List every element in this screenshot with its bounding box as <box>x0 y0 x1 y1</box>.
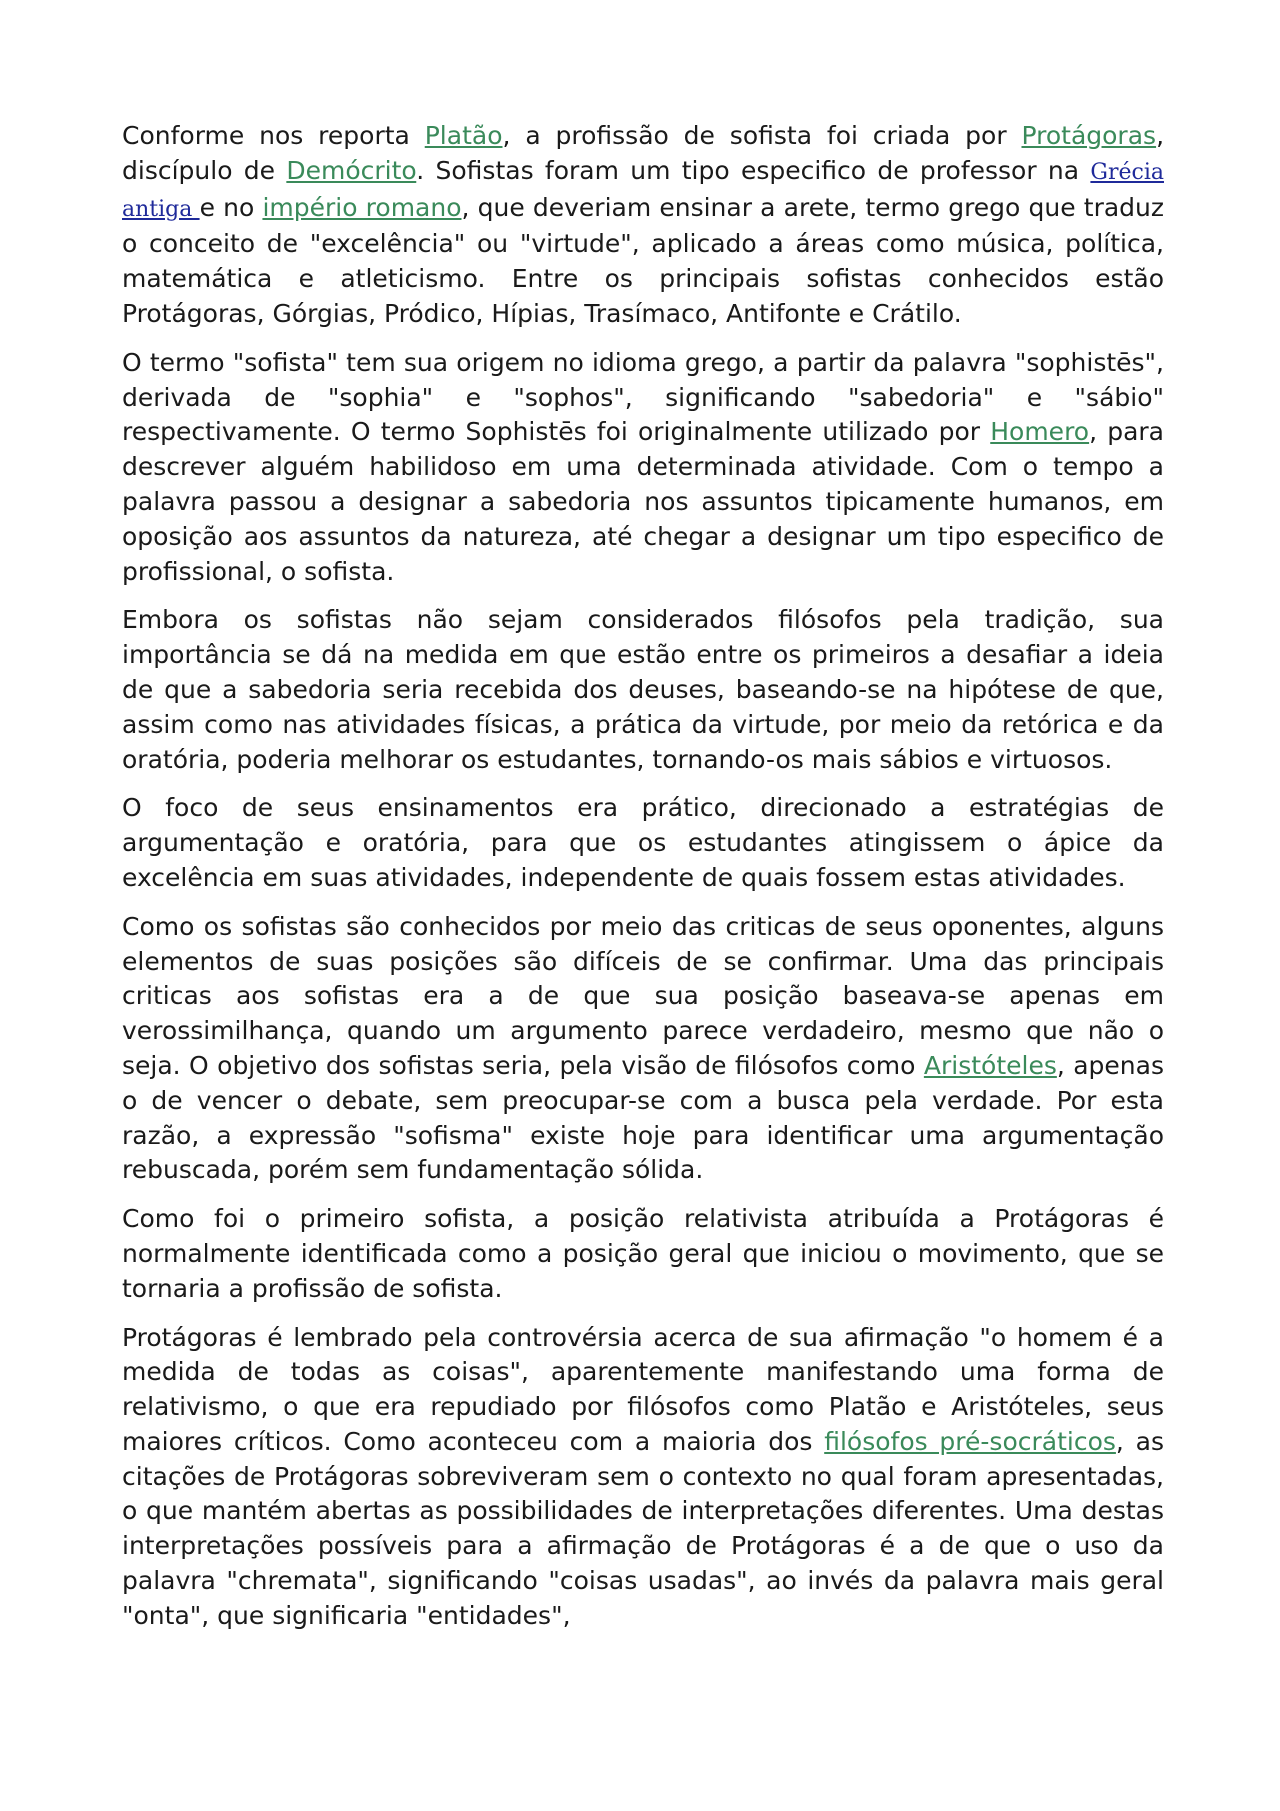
link-protagoras[interactable]: Protágoras <box>1021 121 1157 150</box>
link-grecia-antiga[interactable]: Grécia antiga <box>122 159 1164 222</box>
text: e no <box>199 192 263 222</box>
paragraph-5 <box>122 910 1164 1188</box>
text: O foco de seus ensinamentos era prático, direcionado a estratégias de argumentação e oratória, para que os estudantes atingissem o ápice da excelência em suas atividades, independente de quais fossem estas atividades. <box>122 793 1164 892</box>
link-imperio-romano[interactable]: império romano <box>262 192 462 222</box>
text: Protágoras é lembrado pela controvérsia acerca de sua afirmação "o homem é a medida de todas as coisas", aparentemente manifestando uma forma de relativismo, o que era repudiado por filósofos como Platão e Aristóteles, seus maiores críticos. Como aconteceu com a maioria dos <box>122 1322 1164 1456</box>
link-democrito[interactable]: Demócrito <box>286 155 417 185</box>
text: Como os sofistas são conhecidos por meio das criticas de seus oponentes, alguns elementos de suas posições são difíceis de se confirmar. Uma das principais criticas aos sofistas era a de que sua posição baseava-se apenas em verossimilhança, quando um argumento parece verdadeiro, mesmo que não o seja. O objetivo dos sofistas seria, pela visão de filósofos como <box>122 911 1164 1080</box>
link-homero[interactable]: Homero <box>990 417 1090 447</box>
text: Conforme nos reporta <box>122 121 425 150</box>
document-page <box>122 119 1164 1648</box>
text: , apenas o de vencer o debate, sem preocupar-se com a busca pela verdade. Por esta razão, a expressão "sofisma" existe hoje para identificar uma argumentação rebuscada, porém sem fundamentação sólida. <box>122 1050 1164 1185</box>
text: Como foi o primeiro sofista, a posição relativista atribuída a Protágoras é normalmente identificada como a posição geral que iniciou o movimento, que se tornaria a profissão de sofista. <box>122 1204 1164 1303</box>
paragraph-2 <box>122 346 1164 590</box>
link-filosofos-pre-socraticos[interactable]: filósofos pré-socráticos <box>824 1426 1116 1456</box>
text: , para descrever alguém habilidoso em uma determinada atividade. Com o tempo a palavra passou a designar a sabedoria nos assuntos tipicamente humanos, em oposição aos assuntos da natureza, até chegar a designar um tipo especifico de profissional, o sofista. <box>122 417 1164 586</box>
paragraph-4 <box>122 791 1164 895</box>
link-aristoteles[interactable]: Aristóteles <box>923 1050 1057 1080</box>
text: , a profissão de sofista foi criada por <box>502 121 1022 150</box>
paragraph-3 <box>122 603 1164 777</box>
paragraph-7 <box>122 1321 1164 1634</box>
link-platao[interactable]: Platão <box>424 121 503 150</box>
text: , as citações de Protágoras sobreviveram sem o contexto no qual foram apresentadas, o que mantém abertas as possibilidades de interpretações diferentes. Uma destas interpretações possíveis para a afirmação de Protágoras é a de que o uso da palavra "chremata", significando "coisas usadas", ao invés da palavra mais geral "onta", que significaria "entidades", <box>122 1426 1164 1630</box>
text: Embora os sofistas não sejam considerados filósofos pela tradição, sua importância se dá na medida em que estão entre os primeiros a desafiar a ideia de que a sabedoria seria recebida dos deuses, baseando-se na hipótese de que, assim como nas atividades físicas, a prática da virtude, por meio da retórica e da oratória, poderia melhorar os estudantes, tornando-os mais sábios e virtuosos. <box>122 605 1164 774</box>
text: , discípulo de <box>122 121 1165 185</box>
text: . Sofistas foram um tipo especifico de professor na <box>416 155 1091 185</box>
text: O termo "sofista" tem sua origem no idioma grego, a partir da palavra "sophistēs", derivada de "sophia" e "sophos", significando "sabedoria" e "sábio" respectivamente. O termo Sophistēs foi originalmente utilizado por <box>122 347 1164 447</box>
text: , que deveriam ensinar a arete, termo grego que traduz o conceito de "excelência" ou "virtude", aplicado a áreas como música, política, matemática e atleticismo. Entre os principais sofistas conhecidos estão Protágoras, Górgias, Pródico, Hípias, Trasímaco, Antifonte e Crátilo. <box>122 192 1165 328</box>
paragraph-1 <box>122 119 1164 332</box>
paragraph-6 <box>122 1202 1164 1306</box>
